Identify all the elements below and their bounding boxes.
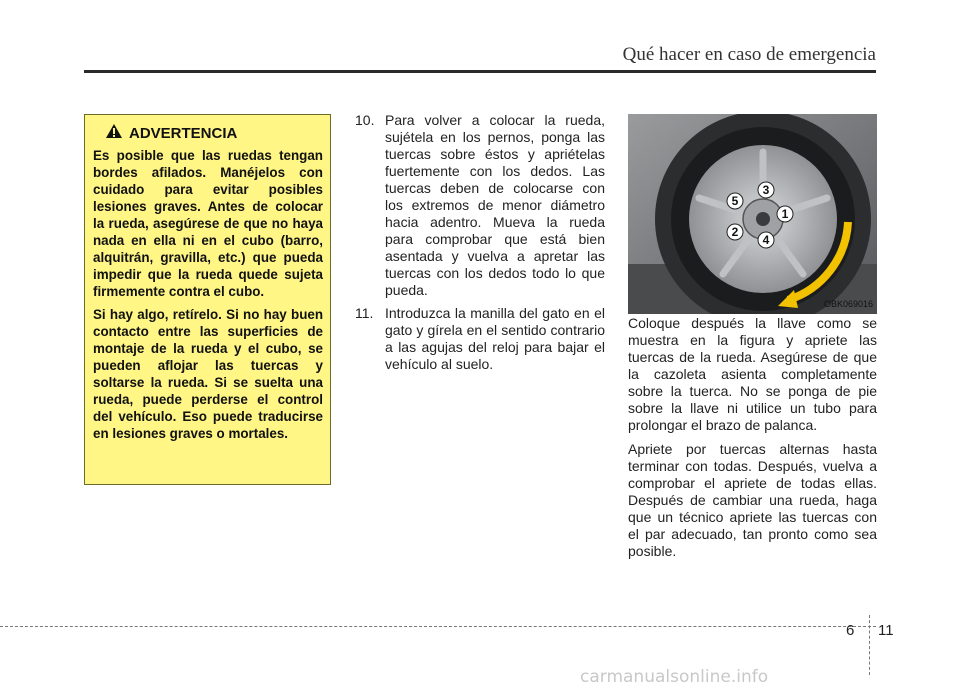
- step-number: 10.: [355, 112, 375, 128]
- step-item: [355, 305, 605, 373]
- step-text: Introduzca la manilla del gato en el gato y gírela en el sentido contrario a las agujas del reloj para bajar el vehículo al suelo.: [385, 305, 605, 372]
- nut-label-4: 4: [762, 233, 770, 247]
- warning-paragraph-1: Es posible que las ruedas tengan bordes afilados. Manéjelos con cuidado para evitar posibles lesiones graves. Antes de colocar la rueda, asegúrese de que no haya nada en ella ni en el cubo (barro, alquitrán, gravilla, etc.) que pueda impedir que la rueda quede sujeta firmemente contra el cubo.: [93, 148, 323, 299]
- step-text: Para volver a colocar la rueda, sujétela en los pernos, ponga las tuercas sobre éstos y apriételas fuertemente con los dedos. Las tuercas deben de colocarse con los extremos de menor diámetro hacia adentro. Mueva la rueda para comprobar que está bien asentada y vuelva a apretar las tuercas con los dedos todo lo que pueda.: [385, 112, 605, 298]
- warning-paragraph-2: Si hay algo, retírelo. Si no hay buen contacto entre las superficies de montaje de la rueda y el cubo, se pueden aflojar las tuercas y soltarse la rueda. Si se suelta una rueda, puede perderse el control del vehículo. Eso puede traducirse en lesiones graves o mortales.: [93, 307, 323, 441]
- wheel-illustration: [628, 114, 877, 314]
- chapter-number: 6: [846, 622, 855, 639]
- header-rule: [84, 70, 876, 73]
- warning-box: [84, 114, 331, 485]
- nut-label-2: 2: [731, 225, 739, 239]
- warning-title: ADVERTENCIA: [129, 125, 238, 142]
- steps-list: [355, 112, 605, 379]
- figure-caption: OBK069016: [823, 299, 873, 309]
- nut-label-1: 1: [781, 207, 789, 221]
- warning-triangle-icon: [105, 123, 123, 144]
- page-number: 11: [878, 622, 894, 639]
- step-number: 11.: [355, 305, 374, 321]
- section-title: Qué hacer en caso de emergencia: [622, 44, 876, 65]
- nut-label-3: 3: [762, 183, 770, 197]
- warning-header: [105, 123, 323, 144]
- instruction-paragraph: Apriete por tuercas alternas hasta terminar con todas. Después, vuelva a comprobar el apriete de todas ellas. Después de cambiar una rueda, haga que un técnico apriete las tuercas con el par adecuado, tan pronto como sea posible.: [628, 441, 877, 559]
- step-item: [355, 112, 605, 299]
- wheel-figure: [628, 114, 877, 314]
- instruction-paragraph: Coloque después la llave como se muestra en la figura y apriete las tuercas de la rueda. Asegúrese de que la cazoleta asienta completamente sobre la tuerca. No se ponga de pie sobre la llave ni utilice un tubo para prolongar el brazo de palanca.: [628, 315, 877, 433]
- footer-divider: [869, 615, 871, 675]
- nut-label-5: 5: [731, 194, 739, 208]
- footer-rule: [0, 626, 876, 627]
- watermark: carmanualsonline.info: [580, 667, 769, 687]
- right-column: [628, 315, 877, 567]
